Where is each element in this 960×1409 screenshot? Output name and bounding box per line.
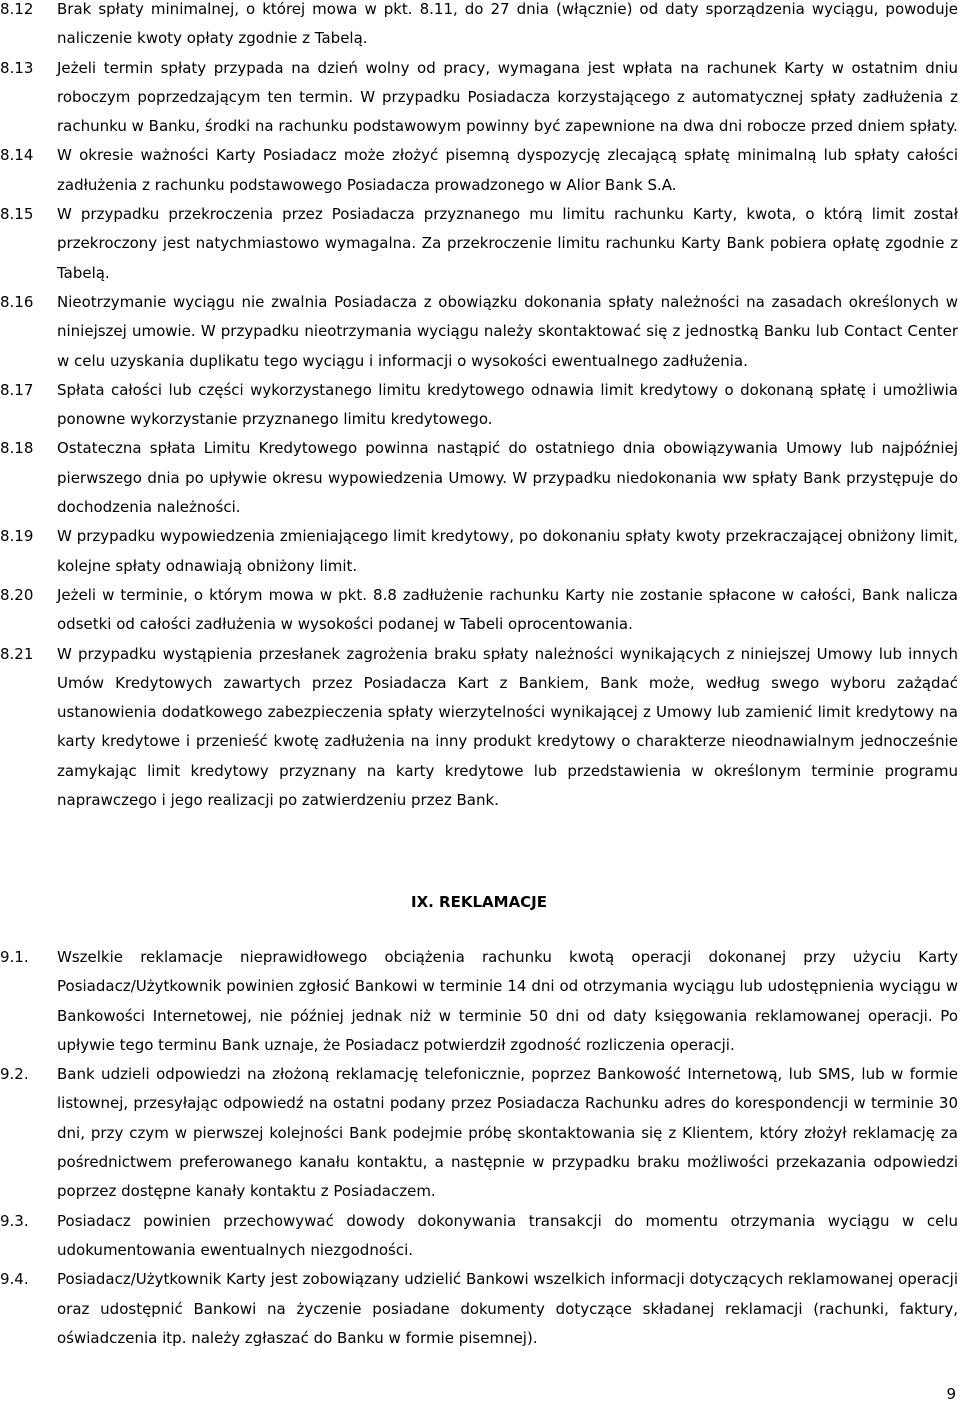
clause-8-15 [0,200,958,288]
clause-number: 8.13 [0,58,34,77]
clause-number: 8.14 [0,146,34,165]
clause-text: Ostateczna spłata Limitu Kredytowego powinna nastąpić do ostatniego dnia obowiązywania Umowy lub najpóźniej pierwszego dnia po upływie okresu wypowiedzenia Umowy. W przypadku niedokonania ww spłaty Bank przystępuje do dochodzenia należności. [57,439,958,517]
clause-9-1 [0,943,958,1060]
clause-number: 9.2. [0,1065,29,1084]
clause-text: Brak spłaty minimalnej, o której mowa w pkt. 8.11, do 27 dnia (włącznie) od daty sporządzenia wyciągu, powoduje naliczenie kwoty opłaty zgodnie z Tabelą. [57,0,958,48]
clause-text: W przypadku przekroczenia przez Posiadacza przyznanego mu limitu rachunku Karty, kwota, o którą limit został przekroczony jest natychmiastowo wymagalna. Za przekroczenie limitu rachunku Karty Bank pobiera opłatę zgodnie z Tabelą. [57,205,958,282]
clause-number: 8.17 [0,380,34,399]
clause-number: 8.16 [0,292,34,311]
clause-text: W przypadku wystąpienia przesłanek zagrożenia braku spłaty należności wynikających z niniejszej Umowy lub innych Umów Kredytowych zawartych przez Posiadacza Kart z Bankiem, Bank może, według swego wyboru zażądać ustanowienia dodatkowego zabezpieczenia spłaty wierzytelności wynikającej z Umowy lub zamienić limit kredytowy na karty kredytowe i przenieść kwotę zadłużenia na inny produkt kredytowy o charakterze nieodnawialnym jednocześnie zamykając limit kredytowy przyznany na karty kredytowe lub przedstawienia w określonym terminie programu naprawczego i jego realizacji po zatwierdzeniu przez Bank. [57,644,958,810]
clause-text: Posiadacz/Użytkownik Karty jest zobowiązany udzielić Bankowi wszelkich informacji dotyczących reklamowanej operacji oraz udostępnić Bankowi na życzenie posiadane dokumenty dotyczące składanej reklamacji (rachunki, faktury, oświadczenia itp. należy zgłaszać do Banku w formie pisemnej). [57,1270,958,1347]
page-number: 9 [946,1385,956,1403]
clause-text: Jeżeli w terminie, o którym mowa w pkt. 8.8 zadłużenie rachunku Karty nie zostanie spłacone w całości, Bank nalicza odsetki od całości zadłużenia w wysokości podanej w Tabeli oprocentowania. [57,585,958,634]
clause-text: Nieotrzymanie wyciągu nie zwalnia Posiadacza z obowiązku dokonania spłaty należności na zasadach określonych w niniejszej umowie. W przypadku nieotrzymania wyciągu należy skontaktować się z jednostką Banku lub Contact Center w celu uzyskania duplikatu tego wyciągu i informacji o wysokości ewentualnego zadłużenia. [57,292,958,370]
clause-9-4 [0,1265,958,1353]
clause-9-2 [0,1060,958,1206]
clause-text: Bank udzieli odpowiedzi na złożoną reklamację telefonicznie, poprzez Bankowość Internetową, lub SMS, lub w formie listownej, przesyłając odpowiedź na ostatni podany przez Posiadacza Rachunku adres do korespondencji w terminie 30 dni, przy czym w pierwszej kolejności Bank podejmie próbę skontaktowania się z Klientem, który złożył reklamację za pośrednictwem preferowanego kanału kontaktu, a następnie w przypadku braku możliwości przekazania odpowiedzi poprzez dostępne kanały kontaktu z Posiadaczem. [57,1065,958,1201]
clause-8-16 [0,288,958,376]
clause-number: 8.15 [0,205,34,224]
clause-8-17 [0,376,958,435]
clause-8-12 [0,0,958,54]
clause-number: 8.18 [0,439,34,458]
clause-text: W okresie ważności Karty Posiadacz może złożyć pisemną dyspozycję zlecającą spłatę minimalną lub spłaty całości zadłużenia z rachunku podstawowego Posiadacza prowadzonego w Alior Bank S.A. [57,146,958,194]
clause-text: Spłata całości lub części wykorzystanego limitu kredytowego odnawia limit kredytowy o dokonaną spłatę i umożliwia ponowne wykorzystanie przyznanego limitu kredytowego. [57,380,958,429]
section-9-items [0,943,958,1353]
section-heading: IX. REKLAMACJE [410,893,548,911]
clause-text: Posiadacz powinien przechowywać dowody dokonywania transakcji do momentu otrzymania wyciągu w celu udokumentowania ewentualnych niezgodności. [57,1211,958,1259]
clause-text: W przypadku wypowiedzenia zmieniającego limit kredytowy, po dokonaniu spłaty kwoty przekraczającej obniżony limit, kolejne spłaty odnawiają obniżony limit. [57,527,958,575]
clause-text: Jeżeli termin spłaty przypada na dzień wolny od pracy, wymagana jest wpłata na rachunek Karty w ostatnim dniu roboczym poprzedzającym ten termin. W przypadku Posiadacza korzystającego z automatycznej spłaty zadłużenia z rachunku w Banku, środki na rachunku podstawowym powinny być zapewnione na dwa dni robocze przed dniem spłaty. [57,58,958,136]
clause-text: Wszelkie reklamacje nieprawidłowego obciążenia rachunku kwotą operacji dokonanej przy użyciu Karty Posiadacz/Użytkownik powinien zgłosić Bankowi w terminie 14 dni od otrzymania wyciągu lub udostępnienia wyciągu w Bankowości Internetowej, nie później jednak niż w terminie 50 dni od daty księgowania reklamowanej operacji. Po upływie tego terminu Bank uznaje, że Posiadacz potwierdził zgodność rozliczenia operacji. [57,948,958,1054]
clause-number: 8.12 [0,0,34,18]
clause-8-13 [0,54,958,142]
clause-9-3 [0,1207,958,1266]
clause-8-21 [0,640,958,816]
clause-number: 8.19 [0,527,34,546]
clause-number: 9.3. [0,1211,29,1230]
clause-8-18 [0,434,958,522]
clause-number: 9.4. [0,1270,29,1289]
clause-number: 8.20 [0,585,34,604]
clause-8-19 [0,522,958,581]
clause-8-14 [0,141,958,200]
clause-number: 9.1. [0,948,29,966]
clause-number: 8.21 [0,644,34,663]
clause-8-20 [0,581,958,640]
